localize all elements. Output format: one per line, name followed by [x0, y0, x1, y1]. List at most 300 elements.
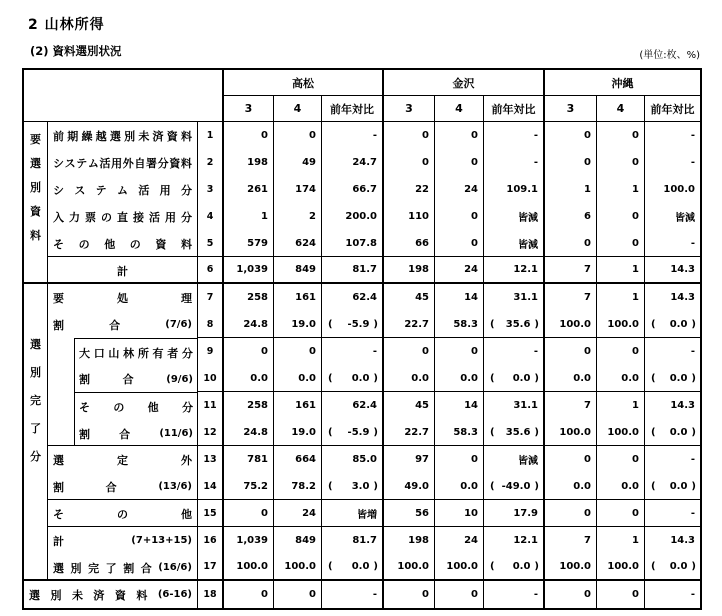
row-label-char: の: [113, 400, 125, 414]
data-cell: 0: [384, 338, 435, 365]
row-label-char: 合: [105, 480, 117, 494]
data-cell-text: ): [534, 372, 539, 384]
data-cell: 0: [384, 149, 435, 176]
data-cell: 198: [224, 149, 274, 176]
row-label-char: 有: [152, 346, 164, 360]
data-cell: 14: [435, 284, 484, 311]
row-label-char: の: [129, 237, 141, 251]
data-cell: 1: [597, 284, 645, 311]
row-label-char: 活: [138, 183, 150, 197]
data-cell: 0: [545, 338, 597, 365]
data-cell: 0: [545, 581, 597, 608]
row-label: [48, 311, 197, 338]
row-label-char: ム: [116, 183, 128, 197]
data-cell: 49: [274, 149, 322, 176]
data-cell: 78.2: [274, 473, 322, 500]
data-cell-text: ): [373, 318, 378, 330]
row-label-char: 合: [109, 318, 121, 332]
row-label-suffix: (6-16): [157, 589, 192, 600]
data-cell: 皆増: [322, 500, 384, 527]
data-cell-paren: [645, 365, 700, 392]
data-cell: 100.0: [545, 419, 597, 446]
data-cell: 1,039: [224, 527, 274, 554]
data-cell-text: ): [534, 561, 539, 572]
data-cell: 0: [597, 230, 645, 257]
row-label-char: そ: [53, 237, 64, 251]
data-cell-text: 0.0: [669, 480, 688, 492]
row-label-suffix: (16/6): [158, 562, 192, 573]
row-label-char: 理: [181, 291, 192, 305]
col-header: 3: [224, 96, 274, 122]
data-cell: 56: [384, 500, 435, 527]
col-header: 前年対比: [484, 96, 545, 122]
data-cell: 258: [224, 284, 274, 311]
row-label-cell: [48, 527, 198, 581]
data-cell: 849: [274, 257, 322, 284]
data-cell: 174: [274, 176, 322, 203]
data-cell-text: 3.0: [351, 480, 370, 492]
row-label-suffix: (11/6): [159, 428, 193, 439]
row-label: [48, 203, 197, 230]
data-cell: 664: [274, 446, 322, 473]
data-cell: 0: [435, 581, 484, 608]
region-header: 高松: [224, 70, 384, 96]
data-cell-text: (: [328, 561, 333, 572]
data-cell-text: ): [691, 426, 696, 438]
row-label-char: 票: [85, 210, 96, 224]
data-cell-text: ): [534, 318, 539, 330]
data-cell: 24: [435, 257, 484, 284]
row-label-char: 済: [152, 129, 164, 143]
row-number-cell: 8: [198, 311, 224, 338]
data-cell: -: [484, 149, 545, 176]
data-cell: 781: [224, 446, 274, 473]
data-cell: 0: [274, 338, 322, 365]
data-cell-text: -5.9: [347, 426, 370, 438]
data-cell: 10: [435, 500, 484, 527]
data-cell-text: -5.9: [347, 318, 370, 330]
row-label-char: 合: [140, 561, 152, 575]
data-cell: 624: [274, 230, 322, 257]
data-cell: 45: [384, 392, 435, 419]
row-label-char: シ: [53, 156, 64, 170]
data-cell: 1: [597, 257, 645, 284]
data-cell-text: (: [328, 426, 333, 438]
col-header: 前年対比: [645, 96, 700, 122]
group-label-char: 分: [30, 450, 41, 463]
row-label-char: 署: [146, 156, 157, 170]
data-cell: 6: [545, 203, 597, 230]
data-cell: 97: [384, 446, 435, 473]
data-cell: 17.9: [484, 500, 545, 527]
row-label-char: 資: [166, 129, 178, 143]
row-label-char: 選: [53, 561, 64, 575]
data-cell-paren: [322, 365, 384, 392]
data-cell: 0.0: [274, 365, 322, 392]
row-label-char: 別: [70, 561, 82, 575]
row-label-char: 未: [71, 588, 83, 602]
row-number-cell: 1: [198, 122, 224, 149]
row-label-char: 要: [53, 291, 64, 305]
row-label-char: 分: [181, 346, 193, 360]
row-label-char: 別: [124, 129, 136, 143]
data-cell: 24.8: [224, 311, 274, 338]
data-cell-text: 0.0: [351, 561, 370, 572]
data-cell: 12.1: [484, 527, 545, 554]
data-cell-paren: [645, 473, 700, 500]
data-cell: 19.0: [274, 419, 322, 446]
row-label-char: 者: [167, 346, 179, 360]
row-label-char: 活: [99, 156, 111, 170]
data-cell: 0: [545, 446, 597, 473]
data-cell: 45: [384, 284, 435, 311]
data-cell: 0: [224, 338, 274, 365]
group-label-char: 資: [30, 205, 41, 218]
row-label: [48, 230, 197, 257]
data-cell: 81.7: [322, 527, 384, 554]
row-label-char: 分: [181, 210, 192, 224]
data-cell-paren: [484, 365, 545, 392]
data-cell-text: 0.0: [351, 372, 370, 384]
row-label-cell: [48, 149, 198, 176]
data-cell: 1: [597, 527, 645, 554]
data-cell-paren: [484, 311, 545, 338]
data-cell: 100.0: [663, 184, 695, 195]
data-cell: 14: [435, 392, 484, 419]
data-cell: 198: [384, 257, 435, 284]
data-cell: 100.0: [545, 311, 597, 338]
data-cell: 7: [545, 257, 597, 284]
data-cell-text: 0.0: [512, 561, 531, 572]
data-cell: 66: [384, 230, 435, 257]
data-cell: -: [484, 122, 545, 149]
page-subtitle: (2) 資料選別状況: [30, 44, 122, 58]
row-label-char: ム: [87, 156, 99, 170]
data-cell: 109.1: [484, 176, 545, 203]
data-cell-text: ): [691, 318, 696, 330]
data-cell-text: (: [328, 372, 333, 384]
row-label: 計: [117, 264, 128, 278]
data-cell-text: 35.6: [505, 318, 531, 330]
data-cell-text: (: [490, 561, 495, 572]
row-label-char: 外: [181, 453, 192, 467]
data-cell-paren: [322, 311, 384, 338]
row-label-char: そ: [53, 507, 64, 521]
row-label-cell: [48, 203, 198, 230]
row-label-char: テ: [76, 156, 88, 170]
row-label-char: 用: [111, 156, 123, 170]
row-label: [48, 284, 197, 311]
data-cell: 31.1: [484, 392, 545, 419]
data-cell-text: (: [651, 372, 656, 384]
data-cell: 0: [435, 230, 484, 257]
row-label-char: 定: [117, 453, 128, 467]
data-cell: 0: [274, 122, 322, 149]
region-header: 沖縄: [545, 70, 700, 96]
col-header: 3: [545, 96, 597, 122]
data-cell: 1: [597, 176, 645, 203]
data-cell: -: [322, 122, 384, 149]
data-cell: 0: [597, 446, 645, 473]
data-cell: 85.0: [322, 446, 384, 473]
row-label-char: 料: [180, 129, 192, 143]
row-label-char: 未: [138, 129, 150, 143]
nested-label-box: [74, 338, 197, 446]
data-cell-paren: [322, 473, 384, 500]
data-cell-text: ): [691, 372, 696, 384]
row-number-cell: 9: [198, 338, 224, 365]
data-cell: 19.0: [274, 311, 322, 338]
row-label-char: 他: [147, 400, 159, 414]
row-number-cell: 13: [198, 446, 224, 473]
data-cell-text: (: [651, 561, 656, 572]
data-cell: -: [645, 500, 700, 527]
data-cell-text: (: [651, 426, 656, 438]
row-label: [48, 473, 197, 500]
data-cell-text: 0.0: [669, 426, 688, 438]
data-cell: 1: [224, 203, 274, 230]
data-cell: 0: [224, 500, 274, 527]
data-cell-paren: [322, 419, 384, 446]
row-label: [48, 554, 197, 581]
row-label: [48, 149, 197, 176]
data-cell-text: 35.6: [505, 426, 531, 438]
data-cell: 22: [384, 176, 435, 203]
data-cell: 0: [224, 581, 274, 608]
row-label-char: 合: [122, 373, 134, 386]
row-label-suffix: (7/6): [165, 319, 192, 330]
data-cell: 0: [224, 122, 274, 149]
row-number-cell: 7: [198, 284, 224, 311]
row-number-cell: 17: [198, 554, 224, 581]
data-cell: 0: [545, 230, 597, 257]
data-cell-paren: [645, 311, 700, 338]
row-label-cell: [48, 284, 198, 446]
data-cell-text: (: [490, 426, 495, 438]
data-cell: 100.0: [597, 419, 645, 446]
row-label-char: 選: [109, 129, 121, 143]
row-number-cell: 5: [198, 230, 224, 257]
data-cell: 14.3: [670, 400, 695, 411]
data-cell: 0: [384, 581, 435, 608]
data-cell: 12.1: [484, 257, 545, 284]
row-label-char: 分: [157, 156, 169, 170]
row-label-char: シ: [53, 183, 64, 197]
row-number-cell: 18: [198, 581, 224, 608]
row-label-char: 計: [53, 534, 64, 548]
stub-header-cell: [24, 70, 224, 122]
data-cell: 1,039: [224, 257, 274, 284]
row-label-char: 合: [119, 427, 131, 441]
row-label: [24, 581, 197, 608]
data-cell: 0.0: [597, 473, 645, 500]
group-label-char: 選: [30, 338, 41, 351]
data-cell: 24.8: [224, 419, 274, 446]
group-label-char: 別: [30, 366, 41, 379]
data-cell: 198: [384, 527, 435, 554]
row-label-char: 山: [108, 346, 120, 360]
row-label-char: 済: [93, 588, 105, 602]
data-cell: 1: [597, 392, 645, 419]
col-header: 4: [435, 96, 484, 122]
row-label: [48, 527, 197, 554]
data-cell: 0: [545, 149, 597, 176]
row-label-cell: [48, 176, 198, 203]
row-label-char: 完: [88, 561, 100, 575]
row-label-char: 外: [122, 156, 134, 170]
data-cell-text: -49.0: [501, 480, 531, 492]
data-cell: 24: [274, 500, 322, 527]
data-cell-paren: [484, 473, 545, 500]
row-number-cell: 4: [198, 203, 224, 230]
data-cell: 7: [545, 392, 597, 419]
col-header: 4: [597, 96, 645, 122]
data-cell: 31.1: [484, 284, 545, 311]
data-cell: -: [322, 581, 384, 608]
data-cell: 24: [435, 176, 484, 203]
data-cell: 2: [274, 203, 322, 230]
group-label-char: 要: [30, 133, 41, 146]
group-label-char: 完: [30, 394, 41, 407]
data-cell: 0.0: [435, 473, 484, 500]
page-title: 2 山林所得: [28, 17, 105, 33]
row-label: [48, 500, 197, 527]
row-label-cell: [48, 257, 198, 284]
row-label-char: 力: [69, 210, 80, 224]
row-label-char: 期: [67, 129, 79, 143]
data-cell: 0: [545, 122, 597, 149]
data-cell: 7: [545, 284, 597, 311]
data-cell: 0: [545, 500, 597, 527]
data-cell: 261: [224, 176, 274, 203]
data-cell-text: ): [691, 480, 696, 492]
row-number-cell: 15: [198, 500, 224, 527]
data-cell-text: 0.0: [669, 318, 688, 330]
row-label-char: 大: [79, 346, 90, 360]
data-cell: 49.0: [384, 473, 435, 500]
data-cell: 100.0: [597, 554, 645, 581]
data-cell: 0.0: [224, 365, 274, 392]
data-cell: 0: [435, 203, 484, 230]
group-label-vertical: [24, 122, 48, 284]
data-cell: 皆減: [484, 203, 545, 230]
data-cell-text: (: [651, 318, 656, 330]
data-cell: -: [690, 346, 695, 357]
data-cell: 161: [274, 284, 322, 311]
group-label-char: 別: [30, 181, 41, 194]
data-cell-text: ): [534, 480, 539, 492]
data-cell-text: 0.0: [669, 372, 688, 384]
data-cell-paren: [484, 419, 545, 446]
row-label-cell: [24, 581, 198, 608]
row-label-char: 料: [136, 588, 148, 602]
row-label-char: 分: [180, 183, 192, 197]
data-cell: 14.3: [670, 535, 695, 546]
data-cell: 62.4: [322, 392, 384, 419]
data-cell: 110: [384, 203, 435, 230]
col-header: 3: [384, 96, 435, 122]
data-cell: 0.0: [597, 365, 645, 392]
row-label-char: 割: [79, 373, 90, 386]
row-number-cell: 11: [198, 392, 224, 419]
data-cell-text: ): [373, 372, 378, 384]
data-cell-text: (: [490, 480, 495, 492]
row-label-char: 選: [53, 453, 64, 467]
data-cell: 100.0: [224, 554, 274, 581]
row-label-char: 他: [104, 237, 116, 251]
data-cell-paren: [322, 554, 384, 581]
data-cell: -: [690, 589, 695, 600]
data-cell-text: (: [490, 318, 495, 330]
data-cell: 0: [597, 203, 645, 230]
row-label-char: 林: [123, 346, 135, 360]
row-label-cell: [48, 122, 198, 149]
unit-note: (単位:枚、%): [639, 50, 700, 61]
data-cell: 66.7: [322, 176, 384, 203]
data-cell: 22.7: [384, 419, 435, 446]
row-label-suffix: (7+13+15): [131, 535, 192, 546]
row-number-cell: 12: [198, 419, 224, 446]
row-label-char: 割: [53, 318, 64, 332]
data-cell-text: ): [691, 561, 696, 572]
row-label-char: テ: [95, 183, 107, 197]
row-label-char: 繰: [81, 129, 93, 143]
row-label: [75, 393, 197, 420]
row-label-char: 料: [180, 237, 192, 251]
data-cell: 58.3: [435, 311, 484, 338]
group-label-vertical: [24, 284, 48, 581]
data-cell: -: [690, 157, 695, 168]
row-number-cell: 14: [198, 473, 224, 500]
data-cell: 皆減: [675, 213, 695, 224]
row-number-cell: 6: [198, 257, 224, 284]
data-cell: 579: [224, 230, 274, 257]
row-label-char: の: [117, 507, 128, 521]
row-label-char: ス: [64, 156, 76, 170]
row-label: [75, 366, 197, 393]
data-cell-text: ): [373, 426, 378, 438]
row-label-char: そ: [79, 400, 90, 414]
data-cell: 0: [597, 122, 645, 149]
data-cell: 皆減: [484, 230, 545, 257]
data-cell: 7: [545, 527, 597, 554]
data-cell: -: [690, 130, 695, 141]
data-cell: 0: [435, 149, 484, 176]
row-label-char: 自: [134, 156, 146, 170]
row-label: [48, 122, 197, 149]
data-cell: -: [690, 454, 695, 465]
row-label-char: 資: [169, 156, 181, 170]
data-cell: -: [645, 230, 700, 257]
data-cell-text: ): [373, 480, 378, 492]
data-cell: 0: [597, 500, 645, 527]
data-cell: 75.2: [224, 473, 274, 500]
data-cell: 200.0: [322, 203, 384, 230]
data-cell-text: ): [534, 426, 539, 438]
data-cell: 0: [597, 149, 645, 176]
row-label-char: 用: [165, 210, 176, 224]
data-cell: 0.0: [545, 365, 597, 392]
data-cell: 0.0: [435, 365, 484, 392]
row-number-cell: 3: [198, 176, 224, 203]
data-cell: 62.4: [322, 284, 384, 311]
data-cell: 100.0: [545, 554, 597, 581]
row-label-char: の: [78, 237, 90, 251]
data-cell: 58.3: [435, 419, 484, 446]
row-label-cell: [48, 230, 198, 257]
data-cell: 0: [274, 581, 322, 608]
data-cell: 849: [274, 527, 322, 554]
